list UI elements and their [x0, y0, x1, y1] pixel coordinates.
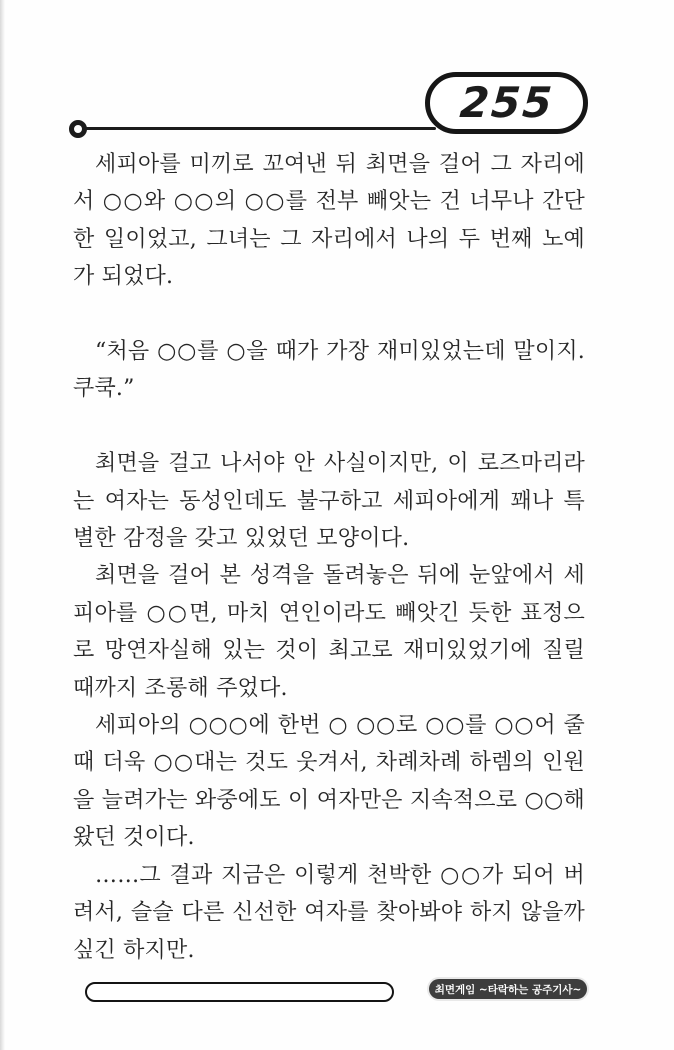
- body-paragraph: ……그 결과 지금은 이렇게 천박한 ○○가 되어 버려서, 슬슬 다른 신선한 여자를 찾아봐야 하지 않을까 싶긴 하지만.: [73, 862, 585, 963]
- scan-edge-shadow: [0, 0, 5, 1050]
- body-paragraph: 최면을 걸고 나서야 안 사실이지만, 이 로즈마리라는 여자는 동성인데도 불구하고 세피아에게 꽤나 특별한 감정을 갖고 있었던 모양이다.: [73, 451, 585, 552]
- body-paragraph: 세피아를 미끼로 꼬여낸 뒤 최면을 걸어 그 자리에서 ○○와 ○○의 ○○를 전부 빼앗는 건 너무나 간단한 일이었고, 그녀는 그 자리에서 나의 두 번째 노예가 되었다.: [73, 152, 585, 290]
- series-title: 최면게임 ~타락하는 공주기사~: [434, 983, 582, 996]
- series-title-badge: [429, 979, 587, 999]
- body-paragraph: 세피아의 ○○○에 한번 ○ ○○로 ○○를 ○○어 줄 때 더욱 ○○대는 것도 웃겨서, 차례차례 하렘의 인원을 늘려가는 와중에도 이 여자만은 지속적으로 ○○해 왔던 것이다.: [73, 713, 585, 851]
- body-paragraph-dialogue: “처음 ○○를 ○을 때가 가장 재미있었는데 말이지. 쿠쿡.”: [73, 339, 585, 402]
- body-paragraph: 최면을 걸어 본 성격을 돌려놓은 뒤에 눈앞에서 세피아를 ○○면, 마치 연인이라도 빼앗긴 듯한 표정으로 망연자실해 있는 것이 최고로 재미있었기에 질릴 때까지 조롱해 주었다.: [73, 563, 585, 701]
- footer-rule-box: [85, 982, 394, 1002]
- body-text: [73, 146, 585, 969]
- header-rule: [84, 127, 436, 130]
- page-number: 255: [457, 78, 556, 127]
- page-number-capsule: [425, 72, 588, 134]
